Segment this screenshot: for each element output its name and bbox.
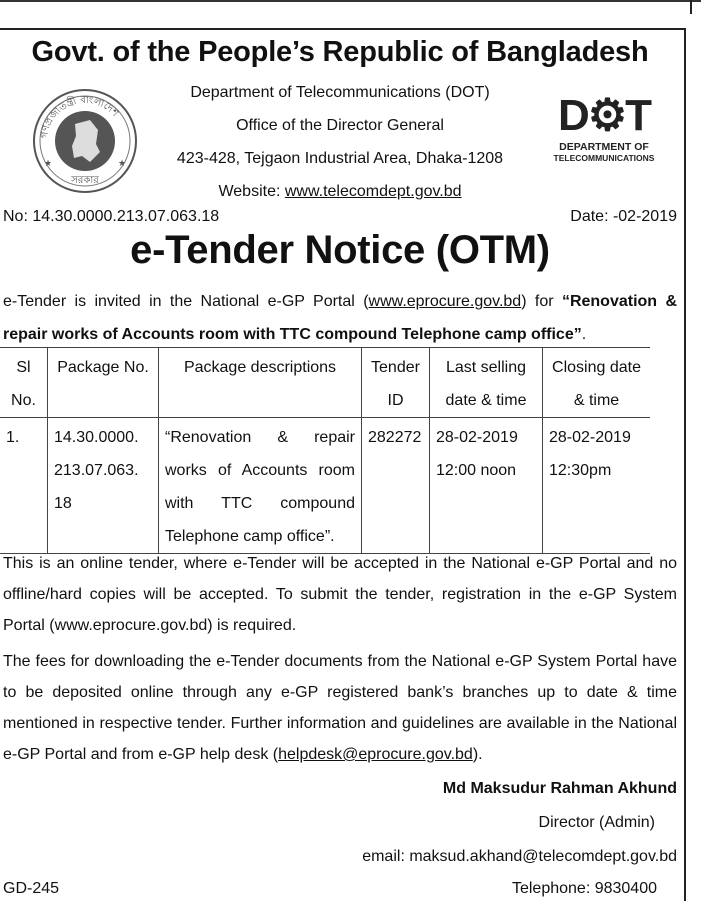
svg-text:সরকার: সরকার <box>71 175 99 186</box>
reference-number: No: 14.30.0000.213.07.063.18 <box>3 208 220 225</box>
fees-paragraph <box>3 646 677 770</box>
header-border <box>0 28 686 30</box>
header-last-selling: Last selling date & time <box>430 348 543 418</box>
right-border <box>684 28 686 901</box>
intro-end: . <box>581 326 587 343</box>
tender-table <box>0 347 650 554</box>
department-name: Department of Telecommunications (DOT) <box>190 84 490 101</box>
cell-package: 14.30.0000. 213.07.063. 18 <box>48 418 159 554</box>
header-description: Package descriptions <box>159 348 362 418</box>
svg-text:★: ★ <box>44 158 53 168</box>
dot-logo <box>548 92 660 174</box>
intro-part2: ) for <box>521 293 562 310</box>
office-address: 423-428, Tejgaon Industrial Area, Dhaka-1208 <box>176 150 504 167</box>
header-package: Package No. <box>48 348 159 418</box>
footer-code: GD-245 <box>3 880 60 897</box>
svg-text:গণপ্রজাতন্ত্রী বাংলাদেশ: গণপ্রজাতন্ত্রী বাংলাদেশ <box>39 94 121 140</box>
header-closing: Closing date & time <box>543 348 651 418</box>
website-link[interactable]: www.telecomdept.gov.bd <box>284 183 462 200</box>
intro-part1: e-Tender is invited in the National e-GP Portal ( <box>3 293 369 310</box>
portal-link[interactable]: www.eprocure.gov.bd <box>368 293 522 310</box>
dot-logo-sub-1: DEPARTMENT OF <box>559 141 649 153</box>
top-border <box>0 0 701 2</box>
signatory-email: email: maksud.akhand@telecomdept.gov.bd <box>362 848 677 865</box>
website-line <box>150 183 530 201</box>
cell-tender-id: 282272 <box>362 418 430 554</box>
right-border-top <box>690 0 692 14</box>
intro-paragraph <box>3 285 677 351</box>
cell-sl: 1. <box>0 418 48 554</box>
signatory-designation: Director (Admin) <box>538 814 655 831</box>
table-header-row <box>0 348 650 418</box>
header-sl: Sl No. <box>0 348 48 418</box>
online-tender-paragraph: This is an online tender, where e-Tender will be accepted in the National e-GP Portal and no offline/hard copies will be accepted. To submit the tender, registration in the e-GP System Portal (www.eprocure.gov.bd) is required. <box>3 555 677 634</box>
header-tender-id: Tender ID <box>362 348 430 418</box>
website-label: Website: <box>218 183 285 200</box>
work-title: “Renovation & repair works of Accounts room with TTC compound Telephone camp office” <box>3 293 677 343</box>
govt-title: Govt. of the People’s Republic of Bangladesh <box>31 36 649 68</box>
signatory-name: Md Maksudur Rahman Akhund <box>442 780 677 797</box>
helpdesk-email-link[interactable]: helpdesk@eprocure.gov.bd <box>278 746 473 763</box>
dot-logo-subtitle <box>548 142 660 164</box>
notice-date: Date: -02-2019 <box>570 208 677 225</box>
dot-logo-letters: D⚙T <box>557 91 651 140</box>
fees-end: ). <box>472 746 483 763</box>
fees-text: The fees for downloading the e-Tender documents from the National e-GP System Portal have to be deposited online through any e-GP registered bank’s branches up to date & time mentioned in respective tender. Further information and guidelines are available in the National e-GP Portal and from e-GP help desk ( <box>3 653 677 763</box>
signatory-telephone: Telephone: 9830400 <box>511 880 657 897</box>
dot-logo-sub-2: TELECOMMUNICATIONS <box>553 153 655 163</box>
government-seal <box>30 86 140 196</box>
cell-last-selling: 28-02-2019 12:00 noon <box>430 418 543 554</box>
notice-title: e-Tender Notice (OTM) <box>130 228 550 272</box>
cell-description: “Renovation & repair works of Accounts room with TTC compound Telephone camp office”. <box>159 418 362 554</box>
cell-closing: 28-02-2019 12:30pm <box>543 418 651 554</box>
table-row <box>0 418 650 554</box>
svg-text:★: ★ <box>118 158 127 168</box>
office-name: Office of the Director General <box>236 117 444 134</box>
